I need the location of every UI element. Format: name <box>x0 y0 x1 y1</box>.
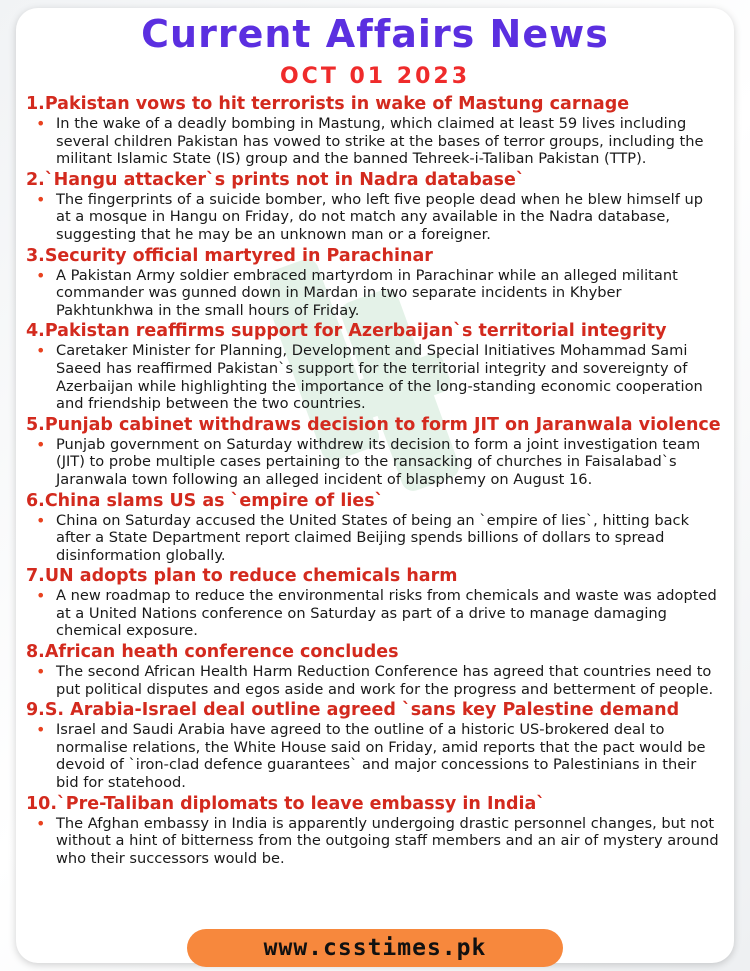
news-headline: 8.African heath conference concludes <box>26 642 399 663</box>
publication-date: OCT 01 2023 <box>279 64 471 89</box>
news-item <box>26 94 726 168</box>
news-headline: 3.Security official martyred in Parachinar <box>26 245 433 266</box>
news-summary-text: Caretaker Minister for Planning, Development and Special Initiatives Mohammad Sami Saeed has reaffirmed Pakistan`s support for the territorial integrity and sovereignty of Azerbaijan while highlighting the importance of the long-standing economic cooperation and friendship between the two countries. <box>56 342 703 413</box>
news-item <box>26 321 726 412</box>
news-headline: 2.`Hangu attacker`s prints not in Nadra database` <box>26 169 525 190</box>
news-item <box>26 415 726 489</box>
news-summary-text: China on Saturday accused the United States of being an `empire of lies`, hitting back after a State Department report claimed Beijing spends billions of dollars to spread disinformation globally. <box>56 511 690 564</box>
news-headline: 5.Punjab cabinet withdraws decision to form JIT on Jaranwala violence <box>26 414 721 435</box>
bullet-icon: • <box>36 189 46 209</box>
news-summary <box>26 587 726 640</box>
news-summary-text: A new roadmap to reduce the environmental risks from chemicals and waste was adopted at a United Nations conference on Saturday as part of a drive to manage damaging chemical exposure. <box>56 587 717 640</box>
news-summary-text: The Afghan embassy in India is apparently undergoing drastic personnel changes, but not without a hint of bitterness from the outgoing staff members and an air of mystery around who their successors would be. <box>56 814 719 867</box>
page-title: Current Affairs News <box>141 12 609 56</box>
news-headline: 9.S. Arabia-Israel deal outline agreed `sans key Palestine demand <box>26 700 680 721</box>
bullet-icon: • <box>36 813 46 833</box>
bullet-icon: • <box>36 510 46 530</box>
news-summary-text: Israel and Saudi Arabia have agreed to the outline of a historic US-brokered deal to normalise relations, the White House said on Friday, amid reports that the pact would be devoid of `iron-clad defence guarantees` and major concessions to Palestinians in their bid for statehood. <box>56 721 706 792</box>
news-item <box>26 170 726 244</box>
bullet-icon: • <box>36 662 46 682</box>
news-item <box>26 246 726 320</box>
website-link[interactable]: www.csstimes.pk <box>187 929 563 967</box>
news-summary <box>26 815 726 868</box>
news-summary-text: Punjab government on Saturday withdrew its decision to form a joint investigation team (JIT) to probe multiple cases pertaining to the ransacking of churches in Faisalabad`s Jaranwala town following an alleged incident of blasphemy on August 16. <box>56 435 701 488</box>
bullet-icon: • <box>36 265 46 285</box>
news-summary <box>26 191 726 244</box>
bullet-icon: • <box>36 114 46 133</box>
news-list <box>26 94 726 869</box>
news-item <box>26 491 726 565</box>
news-headline: 6.China slams US as `empire of lies` <box>26 490 384 511</box>
news-item <box>26 794 726 868</box>
bullet-icon: • <box>36 720 46 740</box>
news-summary-text: In the wake of a deadly bombing in Mastung, which claimed at least 59 lives including several children Pakistan has vowed to strike at the bases of terror groups, including the militant Islamic State (IS) group and the banned Tehreek-i-Taliban Pakistan (TTP). <box>56 115 704 168</box>
news-summary-text: The fingerprints of a suicide bomber, who left five people dead when he blew himself up at a mosque in Hangu on Friday, do not match any available in the Nadra database, suggesting that he may be an unknown man or a foreigner. <box>56 190 703 243</box>
news-summary <box>26 267 726 320</box>
bullet-icon: • <box>36 434 46 454</box>
news-summary-text: The second African Health Harm Reduction Conference has agreed that countries need to put political disputes and egos aside and work for the progress and betterment of people. <box>56 663 714 698</box>
news-headline: 1.Pakistan vows to hit terrorists in wake of Mastung carnage <box>26 94 630 114</box>
news-item <box>26 700 726 791</box>
news-summary-text: A Pakistan Army soldier embraced martyrdom in Parachinar while an alleged militant commander was gunned down in Mardan in two separate incidents in Khyber Pakhtunkhwa in the small hours of Friday. <box>56 266 678 319</box>
news-summary <box>26 436 726 489</box>
news-headline: 4.Pakistan reaffirms support for Azerbaijan`s territorial integrity <box>26 321 667 342</box>
news-summary <box>26 512 726 565</box>
bullet-icon: • <box>36 586 46 606</box>
news-item <box>26 566 726 640</box>
news-summary <box>26 115 726 168</box>
news-headline: 7.UN adopts plan to reduce chemicals harm <box>26 566 458 587</box>
news-summary <box>26 721 726 791</box>
news-summary <box>26 663 726 698</box>
bullet-icon: • <box>36 341 46 361</box>
news-item <box>26 642 726 698</box>
news-summary <box>26 342 726 412</box>
news-headline: 10.`Pre-Taliban diplomats to leave embassy in India` <box>26 793 546 814</box>
